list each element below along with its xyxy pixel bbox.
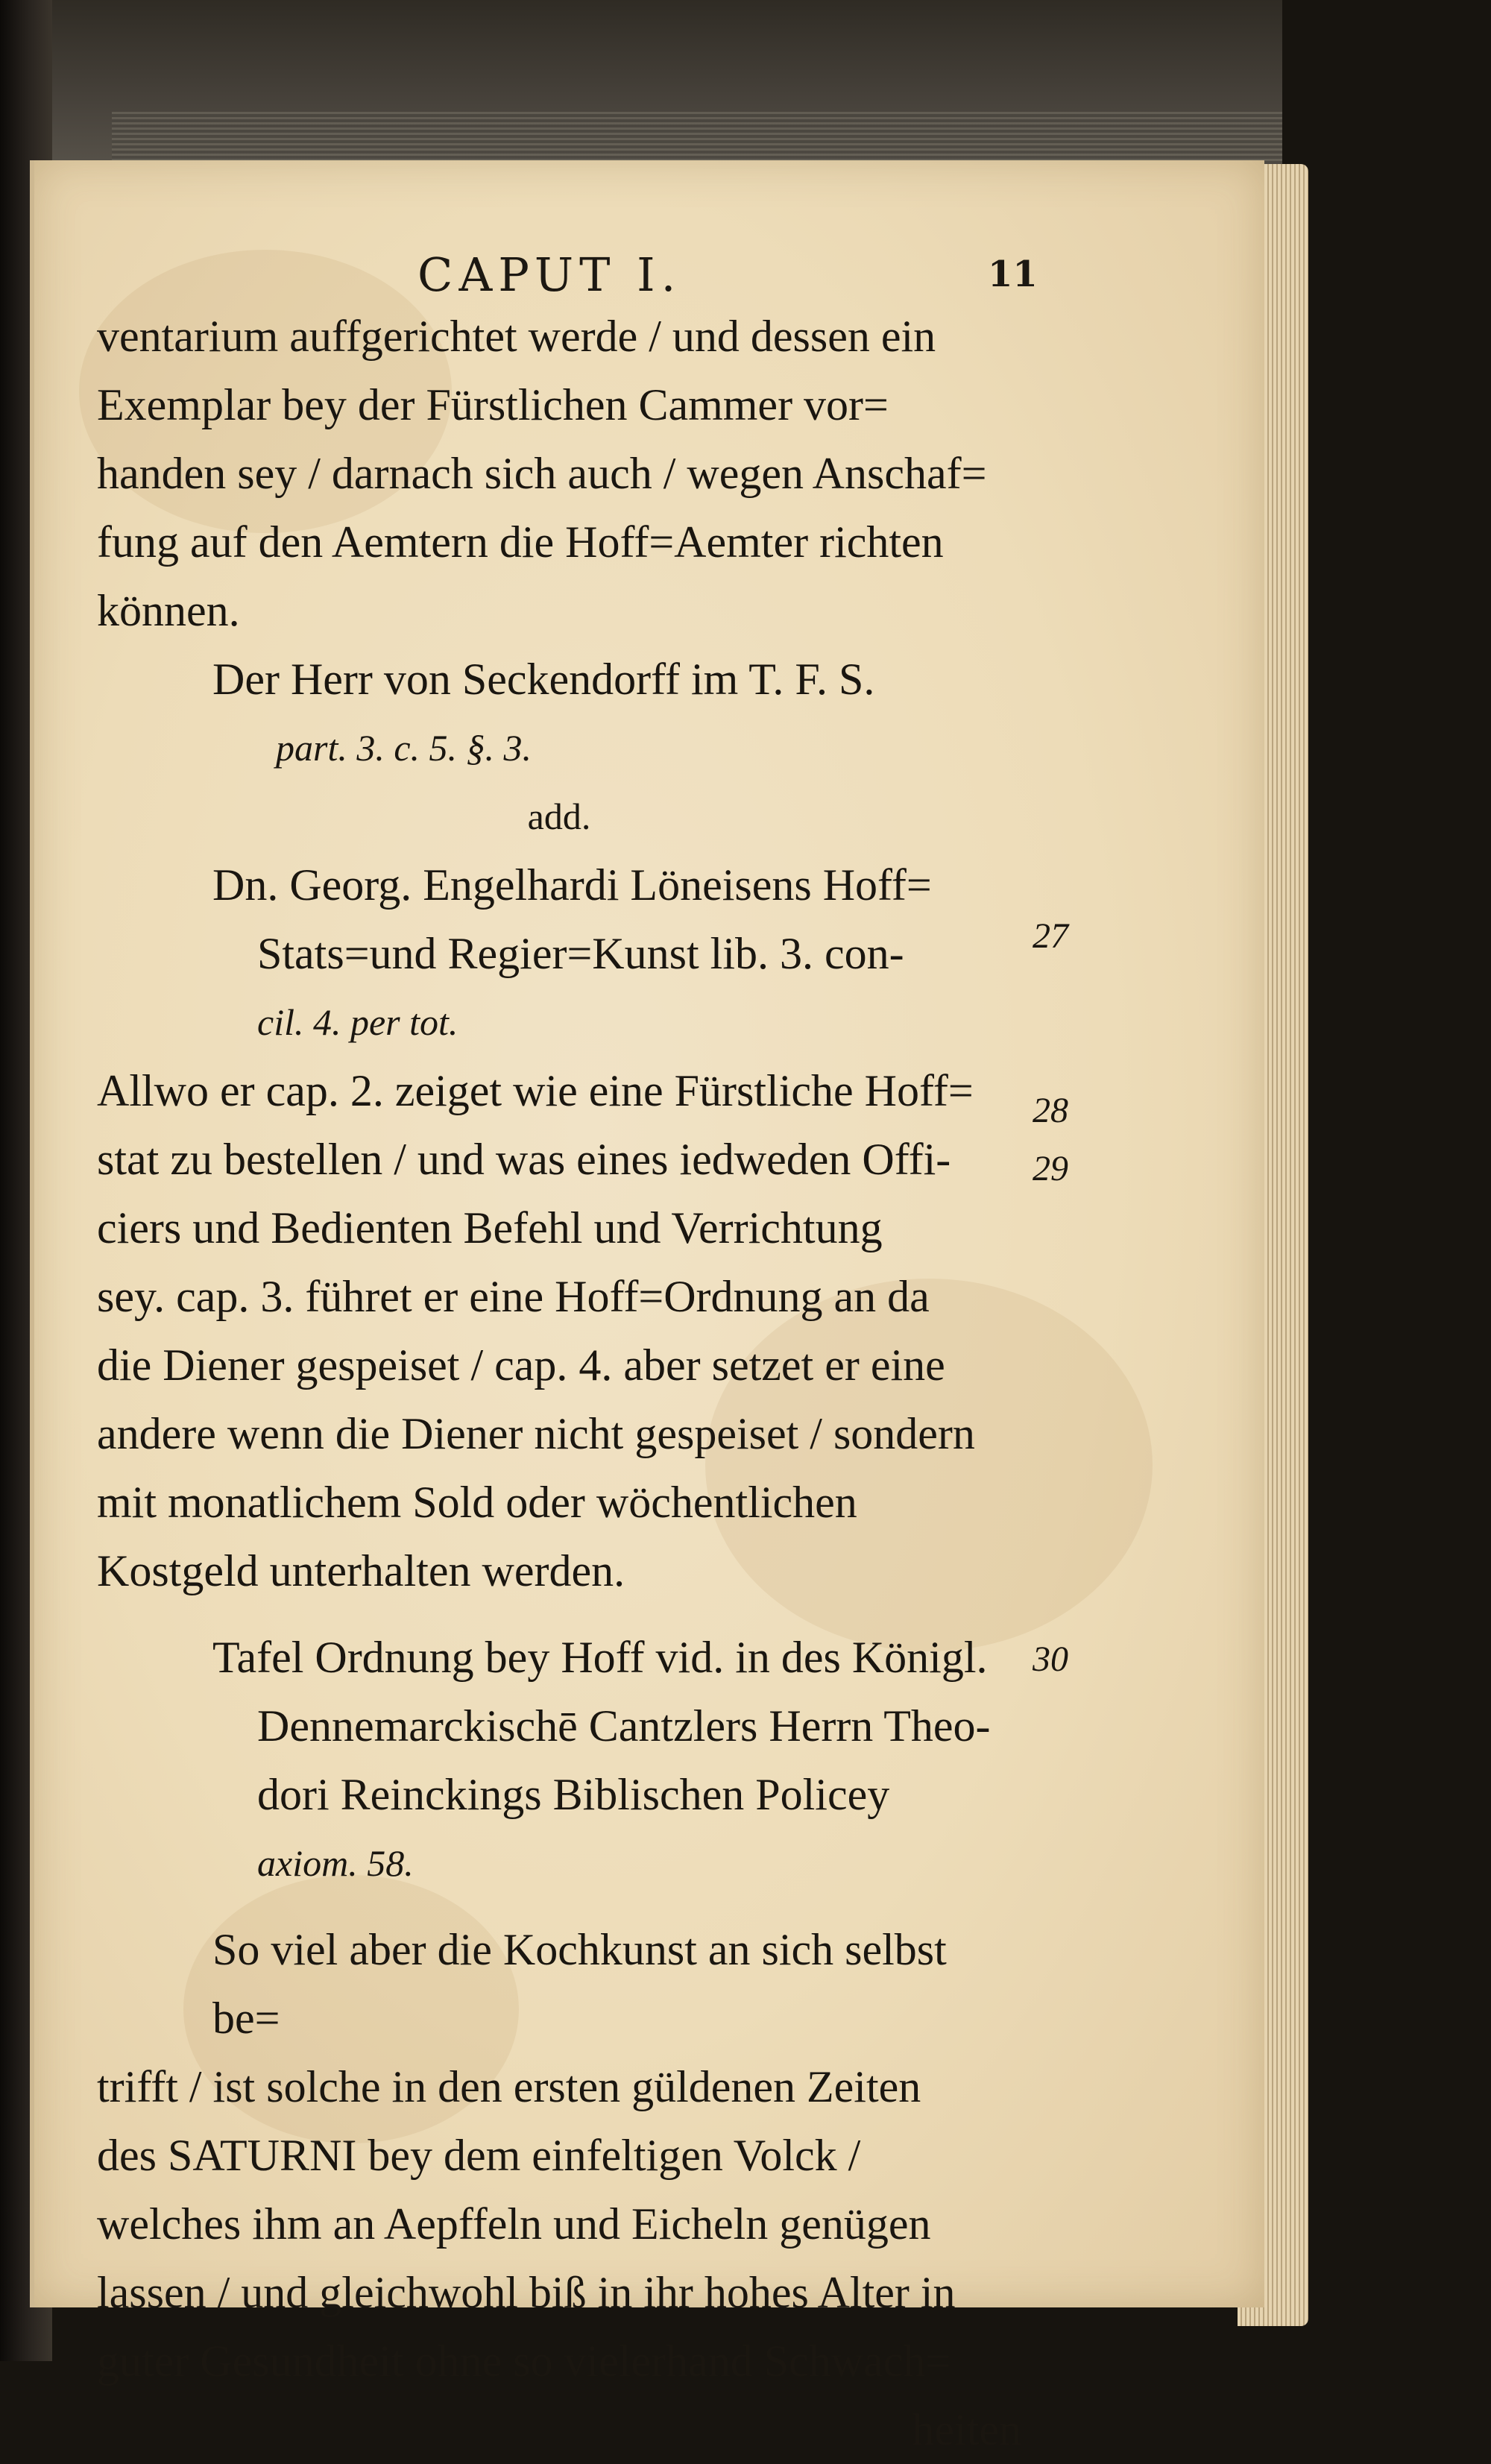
text-line: andere wenn die Diener nicht gespeiset / sondern: [97, 1409, 975, 1458]
book-top-edge: [0, 0, 1282, 179]
text-line: add.: [527, 795, 591, 837]
text-line: trifft / ist solche in den ersten güldenen Zeiten: [97, 2062, 921, 2111]
text-line: part. 3. c. 5. §. 3.: [276, 727, 532, 769]
margin-number: 27: [1033, 916, 1068, 956]
text-line: ciers und Bedienten Befehl und Verrichtung: [97, 1203, 883, 1253]
text-line: die Diener gespeiset / cap. 4. aber setzet er eine: [97, 1340, 945, 1390]
text-line: guter Gesundheit ohne so vielerhand Schwach=: [97, 2337, 951, 2386]
text-line: Exemplar bey der Fürstlichen Cammer vor=: [97, 380, 889, 429]
margin-number: 28: [1033, 1091, 1068, 1130]
text-line: mit monatlichem Sold oder wöchentlichen: [97, 1478, 857, 1527]
margin-number: 30: [1033, 1639, 1068, 1679]
page-number: 11: [988, 253, 1038, 295]
text-line: Allwo er cap. 2. zeiget wie eine Fürstliche Hoff=: [97, 1066, 974, 1115]
text-line: So viel aber die Kochkunst an sich selbst be=: [212, 1925, 947, 2043]
text-line: fung auf den Aemtern die Hoff=Aemter richten: [97, 517, 944, 567]
text-line: welches ihm an Aepffeln und Eicheln genügen: [97, 2199, 931, 2249]
text-line: Dn. Georg. Engelhardi Löneisens Hoff=: [212, 860, 932, 910]
text-line: sey. cap. 3. führet er eine Hoff=Ordnung an da: [97, 1272, 930, 1321]
text-line: lassen / und gleichwohl biß in ihr hohes Alter in: [97, 2268, 956, 2317]
text-line: Der Herr von Seckendorff im T. F. S.: [212, 655, 875, 704]
page-header-title: CAPUT I.: [417, 248, 682, 302]
body-text: [97, 302, 1021, 2464]
text-line: axiom. 58.: [257, 1842, 414, 1884]
text-line: dori Reinckings Biblischen Policey: [257, 1770, 890, 1819]
text-line: cil. 4. per tot.: [257, 1001, 458, 1043]
text-line: Kostgeld unterhalten werden.: [97, 1546, 625, 1595]
margin-number: 29: [1033, 1149, 1068, 1188]
text-line: Tafel Ordnung bey Hoff vid. in des Königl.: [212, 1633, 988, 1682]
text-line: Dennemarckischē Cantzlers Herrn Theo-: [257, 1701, 991, 1751]
text-line: handen sey / darnach sich auch / wegen Anschaf=: [97, 449, 987, 498]
text-line: können.: [97, 586, 240, 635]
text-line: stat zu bestellen / und was eines iedweden Offi-: [97, 1135, 951, 1184]
text-line: des SATURNI bey dem einfeltigen Volck /: [97, 2131, 861, 2180]
text-line: Stats=und Regier=Kunst lib. 3. con-: [257, 929, 904, 978]
catchword: heiten: [912, 2405, 1021, 2454]
text-line: ventarium auffgerichtet werde / und dessen ein: [97, 312, 936, 361]
